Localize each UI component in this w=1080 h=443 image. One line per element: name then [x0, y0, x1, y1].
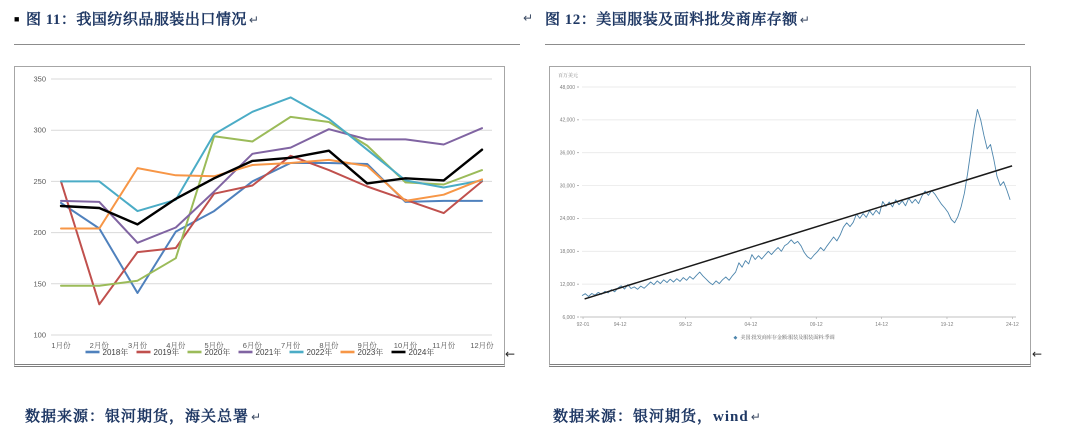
svg-text:1月份: 1月份 — [51, 341, 71, 350]
svg-text:42,000: 42,000 — [559, 117, 575, 124]
svg-text:200: 200 — [33, 228, 46, 238]
fig12-y-axis-labels — [560, 85, 579, 321]
svg-text:◆: ◆ — [733, 335, 738, 341]
row-end-arrow-icon: ← — [1032, 347, 1043, 361]
svg-text:11月份: 11月份 — [432, 341, 456, 350]
svg-text:2020年: 2020年 — [204, 348, 231, 357]
svg-text:2019年: 2019年 — [153, 348, 180, 357]
svg-text:10月份: 10月份 — [393, 341, 418, 350]
svg-text:9月份: 9月份 — [357, 341, 377, 350]
svg-text:2018年: 2018年 — [102, 348, 129, 357]
svg-text:04-12: 04-12 — [744, 322, 758, 328]
svg-text:24,000: 24,000 — [559, 216, 575, 223]
fig11-line-2022年 — [61, 97, 482, 211]
svg-text:6,000: 6,000 — [562, 314, 575, 321]
fig11-title-rule — [14, 44, 520, 45]
paragraph-mark-icon: ↵ — [750, 410, 762, 424]
fig12-source — [553, 405, 762, 426]
svg-text:19-12: 19-12 — [940, 322, 954, 328]
paragraph-mark-icon: ↵ — [799, 13, 811, 27]
svg-text:48,000: 48,000 — [559, 84, 575, 91]
svg-text:2月份: 2月份 — [89, 341, 109, 350]
svg-text:300: 300 — [33, 125, 46, 135]
fig11-caption — [14, 8, 259, 29]
fig12-inventory-line — [582, 110, 1010, 297]
svg-text:36,000: 36,000 — [559, 150, 575, 157]
fig11-source-text: 数据来源：银河期货，海关总署 — [25, 409, 250, 425]
paragraph-mark-icon: ↵ — [251, 410, 263, 424]
svg-text:92-01: 92-01 — [576, 322, 590, 328]
fig11-line-2024年 — [61, 150, 482, 225]
fig12-title: 图 12：美国服装及面料批发商库存额 — [545, 12, 798, 28]
svg-text:8月份: 8月份 — [319, 341, 339, 350]
svg-text:150: 150 — [33, 279, 46, 289]
svg-text:100: 100 — [33, 330, 46, 340]
svg-text:250: 250 — [33, 176, 46, 186]
svg-text:2023年: 2023年 — [357, 348, 384, 357]
svg-text:94-12: 94-12 — [613, 322, 627, 328]
svg-text:7月份: 7月份 — [281, 341, 301, 350]
svg-text:5月份: 5月份 — [204, 341, 224, 350]
svg-text:99-12: 99-12 — [679, 322, 692, 328]
svg-text:3月份: 3月份 — [127, 341, 148, 350]
svg-text:12月份: 12月份 — [470, 341, 494, 350]
svg-text:6月份: 6月份 — [242, 341, 262, 350]
cell-end-mark-icon: ↵ — [523, 11, 534, 25]
fig12-caption — [545, 8, 810, 29]
fig12-legend — [734, 334, 835, 341]
fig12-y-axis-title: 百万美元 — [558, 73, 579, 79]
svg-text:2022年: 2022年 — [306, 348, 333, 357]
svg-text:2024年: 2024年 — [408, 348, 435, 357]
svg-text:14-12: 14-12 — [875, 322, 889, 328]
svg-text:30,000: 30,000 — [559, 183, 575, 190]
fig11-source — [25, 405, 262, 426]
fig12-chart-object[interactable] — [549, 66, 1031, 367]
svg-text:美国:批发商库存金额:服装及服装面料:季调: 美国:批发商库存金额:服装及服装面料:季调 — [740, 335, 835, 341]
svg-text:350: 350 — [33, 74, 46, 84]
square-bullet-icon: ■ — [14, 14, 20, 24]
svg-text:2021年: 2021年 — [255, 348, 282, 357]
svg-text:4月份: 4月份 — [166, 341, 186, 350]
fig12-gridlines — [582, 87, 1016, 317]
fig11-line-2021年 — [61, 128, 482, 243]
fig12-chart-svg — [550, 67, 1030, 364]
svg-text:09-12: 09-12 — [809, 322, 823, 328]
fig12-source-text: 数据来源：银河期货，wind — [553, 409, 749, 425]
fig11-series-lines — [61, 97, 482, 304]
fig11-y-axis-labels — [33, 75, 46, 340]
svg-text:18,000: 18,000 — [559, 249, 575, 256]
fig12-title-rule — [545, 44, 1025, 45]
fig11-chart-svg — [15, 67, 504, 364]
paragraph-mark-icon: ↵ — [248, 13, 260, 27]
fig12-x-axis-labels — [577, 317, 1019, 328]
svg-text:24-12: 24-12 — [1005, 322, 1019, 328]
fig11-chart-object[interactable] — [14, 66, 505, 367]
fig11-title: 图 11：我国纺织品服装出口情况 — [25, 12, 247, 28]
row-end-arrow-icon: ← — [505, 347, 516, 361]
svg-text:12,000: 12,000 — [559, 281, 575, 288]
